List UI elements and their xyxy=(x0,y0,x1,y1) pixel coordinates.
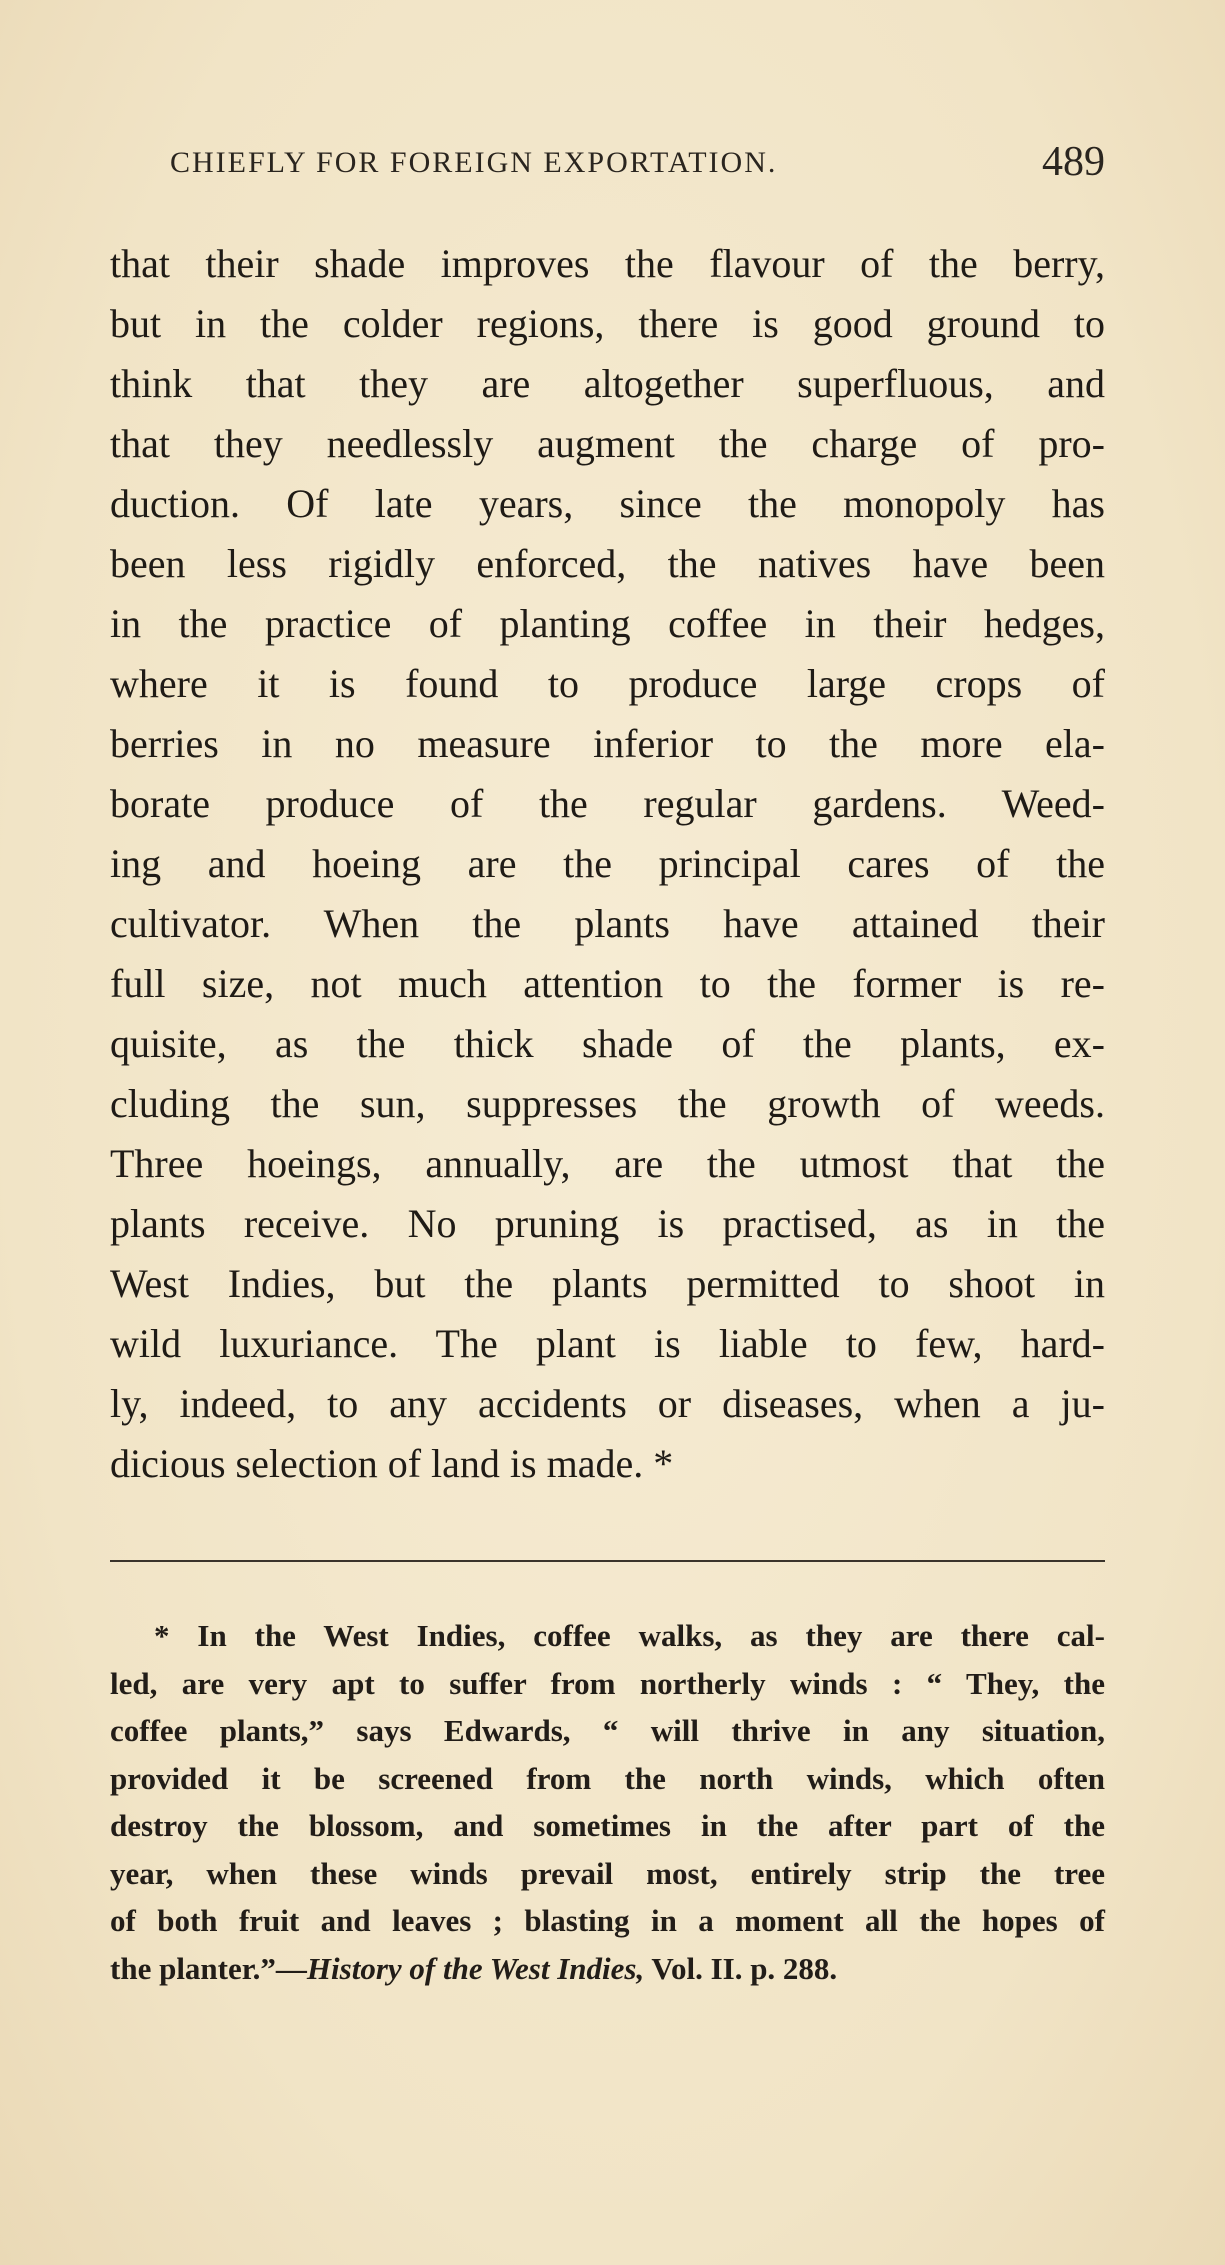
body-line: berries in no measure inferior to the more ela- xyxy=(110,721,1105,766)
body-line: ing and hoeing are the principal cares of the xyxy=(110,841,1105,886)
running-head xyxy=(170,138,1105,188)
footnote-line: provided it be screened from the north winds, which often xyxy=(110,1760,1105,1796)
body-line: dicious selection of land is made. * xyxy=(110,1441,674,1486)
footnote-divider xyxy=(110,1560,1105,1562)
body-text xyxy=(110,234,1105,1494)
running-title: CHIEFLY FOR FOREIGN EXPORTATION. xyxy=(170,146,778,179)
body-line: cultivator. When the plants have attained their xyxy=(110,901,1105,946)
body-line: quisite, as the thick shade of the plants, ex- xyxy=(110,1021,1105,1066)
body-line: duction. Of late years, since the monopoly has xyxy=(110,481,1105,526)
page-number: 489 xyxy=(1042,139,1105,185)
body-line: borate produce of the regular gardens. Weed- xyxy=(110,781,1105,826)
footnote-line: of both fruit and leaves ; blasting in a moment all the hopes of xyxy=(110,1903,1105,1938)
body-line: Three hoeings, annually, are the utmost that the xyxy=(110,1141,1105,1186)
footnote-last-prefix: the planter.”— xyxy=(110,1950,307,1986)
footnote-line: destroy the blossom, and sometimes in the after part of the xyxy=(110,1808,1105,1843)
body-line: that their shade improves the flavour of the berry, xyxy=(110,241,1105,286)
footnote-last-suffix: Vol. II. p. 288. xyxy=(644,1950,838,1986)
body-line: think that they are altogether superfluous, and xyxy=(110,361,1105,406)
footnote-line: year, when these winds prevail most, entirely strip the tree xyxy=(110,1855,1105,1891)
body-line: that they needlessly augment the charge of pro- xyxy=(110,421,1105,466)
footnote-citation-title: History of the West Indies, xyxy=(306,1950,645,1986)
body-line: where it is found to produce large crops of xyxy=(110,661,1105,706)
footnote-last-line xyxy=(110,1945,1105,1993)
body-line: ly, indeed, to any accidents or diseases, when a ju- xyxy=(110,1381,1105,1426)
body-line: West Indies, but the plants permitted to shoot in xyxy=(110,1261,1105,1306)
body-line: plants receive. No pruning is practised, as in the xyxy=(110,1201,1105,1246)
body-line: but in the colder regions, there is good ground to xyxy=(110,301,1105,346)
body-line: been less rigidly enforced, the natives have been xyxy=(110,541,1105,586)
body-line: cluding the sun, suppresses the growth of weeds. xyxy=(110,1081,1105,1126)
footnote-line: * In the West Indies, coffee walks, as they are there cal- xyxy=(154,1618,1105,1653)
footnote-line: coffee plants,” says Edwards, “ will thrive in any situation, xyxy=(110,1713,1105,1748)
body-line: wild luxuriance. The plant is liable to few, hard- xyxy=(110,1321,1105,1366)
footnote xyxy=(110,1612,1105,1992)
body-line: in the practice of planting coffee in their hedges, xyxy=(110,601,1105,646)
footnote-line: led, are very apt to suffer from northerly winds : “ They, the xyxy=(110,1665,1105,1701)
body-line: full size, not much attention to the former is re- xyxy=(110,961,1105,1006)
